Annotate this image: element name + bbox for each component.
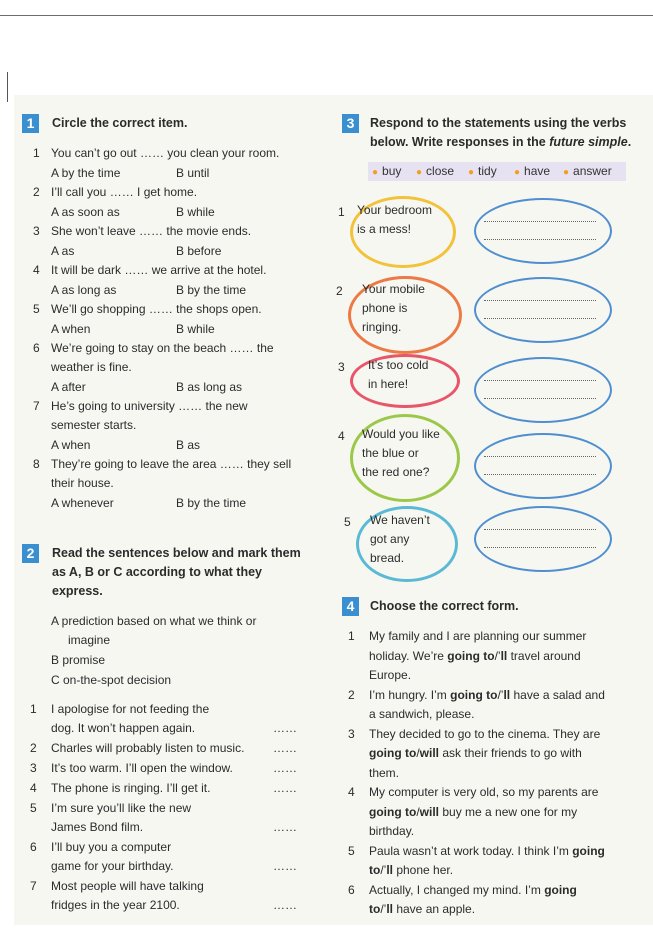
choice-option[interactable]: ll: [386, 902, 393, 916]
choice-option[interactable]: going to: [369, 804, 417, 819]
bubble-text: is a mess!: [357, 222, 412, 236]
item-text: We’ll go shopping …… the shops open.: [51, 302, 262, 316]
title-segment: below. Write responses in the: [370, 135, 550, 149]
response-line[interactable]: [484, 380, 596, 381]
option-definition: A prediction based on what we think or: [51, 614, 257, 628]
item-number: 4: [338, 429, 345, 443]
item-text: I’m sure you’ll like the new: [51, 801, 192, 815]
item-text: They’re going to leave the area …… they sell: [51, 457, 292, 471]
item-number: 1: [30, 702, 37, 716]
option-a[interactable]: A whenever: [51, 495, 114, 510]
item-number: 5: [30, 801, 37, 815]
bullet-icon: ●: [563, 167, 570, 178]
option-a[interactable]: A when: [51, 321, 91, 336]
answer-blank[interactable]: ……: [273, 820, 297, 834]
item-text: [369, 764, 626, 783]
bubble-text: in here!: [368, 377, 409, 391]
item-text: [369, 666, 626, 685]
text-segment: birthday.: [369, 824, 415, 838]
text-segment: phone her.: [393, 863, 454, 877]
response-bubble[interactable]: [474, 506, 612, 572]
answer-blank[interactable]: ……: [273, 898, 297, 912]
exercise-title: Respond to the statements using the verbs: [370, 116, 627, 130]
exercise-number: 2: [22, 544, 39, 563]
item-text: We’re going to stay on the beach …… the: [51, 341, 274, 355]
option-b[interactable]: B by the time: [176, 495, 247, 510]
text-segment: /: [416, 804, 420, 819]
option-definition: B promise: [51, 653, 106, 667]
item-number: 3: [338, 360, 345, 374]
option-a[interactable]: A by the time: [51, 165, 121, 180]
exercise-title-continued: express.: [52, 584, 103, 598]
verb-chip: [416, 162, 454, 182]
exercise-number: 1: [22, 114, 39, 133]
choice-option[interactable]: going to: [450, 687, 498, 702]
bubble-text: the blue or: [362, 446, 419, 460]
item-number: 7: [30, 879, 37, 893]
bullet-icon: ●: [416, 167, 423, 178]
choice-option[interactable]: ll: [503, 687, 511, 702]
option-b[interactable]: B before: [176, 243, 222, 258]
verb-label: buy: [382, 164, 402, 178]
item-text: It’s too warm. I’ll open the window.: [51, 761, 233, 775]
response-line[interactable]: [484, 398, 596, 399]
choice-option[interactable]: ll: [386, 863, 393, 877]
text-segment: /: [416, 746, 420, 760]
verb-label: close: [426, 164, 455, 178]
margin-mark: [7, 72, 8, 102]
exercise-title-continued: [370, 133, 631, 152]
text-segment: buy me a new one for my: [439, 804, 578, 819]
item-number: 5: [33, 302, 40, 316]
item-number: 3: [348, 726, 355, 741]
bubble-text: got any: [370, 532, 410, 546]
response-line[interactable]: [484, 474, 596, 475]
verb-label: tidy: [478, 164, 497, 178]
item-text: I’ll call you …… I get home.: [51, 185, 198, 199]
exercise-number: 3: [342, 114, 359, 133]
item-number: 4: [348, 785, 355, 799]
item-text: [369, 647, 626, 666]
response-line[interactable]: [484, 300, 596, 301]
option-a[interactable]: A after: [51, 379, 86, 394]
bubble-text: ringing.: [362, 320, 402, 334]
item-text: She won’t leave …… the movie ends.: [51, 224, 252, 238]
top-rule: [0, 15, 653, 16]
option-b[interactable]: B until: [176, 165, 210, 180]
item-text: [369, 900, 626, 919]
item-number: 7: [33, 399, 40, 413]
bubble-text: the red one?: [362, 465, 430, 479]
item-text: [369, 725, 626, 744]
item-text: The phone is ringing. I’ll get it.: [51, 781, 211, 795]
item-text: [369, 783, 626, 802]
bubble-text: Would you like: [362, 427, 440, 441]
item-text: [369, 861, 626, 880]
response-line[interactable]: [484, 318, 596, 319]
response-line[interactable]: [484, 456, 596, 457]
item-number: 2: [348, 687, 355, 702]
exercise-title: Choose the correct form.: [370, 599, 519, 613]
item-text: [369, 744, 626, 763]
item-text: I apologise for not feeding the: [51, 702, 210, 716]
bullet-icon: ●: [372, 167, 379, 178]
item-text: [369, 705, 626, 724]
answer-blank[interactable]: ……: [273, 741, 297, 755]
item-number: 8: [33, 457, 40, 471]
item-number: 4: [33, 263, 40, 277]
text-segment: Paula wasn’t at work today. I think I’m: [369, 843, 573, 858]
verb-label: answer: [573, 164, 612, 178]
bubble-text: Your bedroom: [357, 203, 432, 217]
item-number: 6: [33, 341, 40, 355]
text-segment: Europe.: [369, 668, 412, 682]
answer-blank[interactable]: ……: [273, 761, 297, 775]
item-number: 1: [33, 146, 40, 160]
item-text-continued: fridges in the year 2100.: [51, 898, 180, 912]
verb-chip: [514, 162, 550, 182]
choice-option[interactable]: ll: [500, 648, 508, 663]
exercise-title: Read the sentences below and mark them: [52, 546, 301, 560]
option-b[interactable]: B while: [176, 204, 215, 219]
bubble-text: It’s too cold: [368, 358, 429, 372]
choice-option[interactable]: to: [369, 863, 381, 877]
item-number: 5: [348, 843, 355, 858]
item-text: It will be dark …… we arrive at the hotel.: [51, 263, 267, 277]
answer-blank[interactable]: ……: [273, 781, 297, 795]
item-number: 6: [348, 882, 355, 897]
response-line[interactable]: [484, 239, 596, 240]
answer-blank[interactable]: ……: [273, 721, 297, 735]
exercise-title-continued: as A, B or C according to what they: [52, 565, 262, 579]
title-emphasis: future simple: [549, 135, 628, 149]
item-text-continued: semester starts.: [51, 418, 137, 432]
item-number: 2: [336, 284, 343, 298]
bubble-text: We haven’t: [370, 513, 430, 527]
verb-chip: [468, 162, 497, 182]
text-segment: Actually, I changed my mind. I’m: [369, 882, 545, 897]
choice-option[interactable]: going to: [369, 746, 417, 760]
option-b[interactable]: B as long as: [176, 379, 243, 394]
text-segment: ask their friends to go with: [439, 746, 582, 760]
item-number: 5: [344, 515, 351, 529]
item-text: [369, 822, 626, 841]
item-text: I’ll buy you a computer: [51, 840, 172, 854]
item-text: [369, 842, 626, 861]
response-bubble[interactable]: [474, 357, 612, 423]
item-text: Most people will have talking: [51, 879, 204, 893]
answer-blank[interactable]: ……: [273, 859, 297, 873]
exercise-number: 4: [342, 597, 359, 616]
option-definition: C on-the-spot decision: [51, 673, 172, 687]
item-text: Charles will probably listen to music.: [51, 741, 245, 755]
choice-option[interactable]: will: [419, 746, 440, 760]
item-text-continued: weather is fine.: [51, 360, 132, 374]
choice-option[interactable]: will: [419, 804, 440, 819]
option-b[interactable]: B by the time: [176, 282, 247, 297]
response-line[interactable]: [484, 547, 596, 548]
item-text: You can’t go out …… you clean your room.: [51, 146, 280, 160]
item-text: He’s going to university …… the new: [51, 399, 248, 413]
item-number: 2: [30, 741, 37, 755]
text-segment: holiday. We’re: [369, 648, 448, 663]
item-text: [369, 803, 626, 822]
text-segment: travel around: [507, 648, 581, 663]
text-segment: I’m hungry. I’m: [369, 687, 451, 702]
bullet-icon: ●: [468, 167, 475, 178]
item-number: 2: [33, 185, 40, 199]
response-bubble[interactable]: [474, 277, 612, 343]
response-line[interactable]: [484, 221, 596, 222]
text-segment: them.: [369, 765, 400, 780]
text-segment: My family and I are planning our summer: [369, 629, 587, 643]
response-bubble[interactable]: [474, 198, 612, 264]
item-text: [369, 686, 626, 705]
item-number: 6: [30, 840, 37, 854]
item-number: 3: [30, 761, 37, 775]
bullet-icon: ●: [514, 167, 521, 178]
text-segment: /’: [497, 687, 504, 702]
text-segment: /’: [380, 902, 387, 916]
response-bubble[interactable]: [474, 433, 612, 499]
bubble-text: Your mobile: [362, 282, 425, 296]
option-a[interactable]: A as soon as: [51, 204, 120, 219]
exercise-title: Circle the correct item.: [52, 116, 188, 130]
item-text: [369, 627, 626, 646]
choice-option[interactable]: going: [572, 843, 605, 858]
choice-option[interactable]: to: [369, 902, 381, 916]
item-text: [369, 881, 626, 900]
option-definition-continued: imagine: [68, 633, 111, 647]
item-text-continued: game for your birthday.: [51, 859, 174, 873]
item-number: 4: [30, 781, 37, 795]
text-segment: have a salad and: [510, 687, 605, 702]
item-number: 1: [338, 205, 345, 219]
text-segment: My computer is very old, so my parents are: [369, 785, 599, 799]
option-a[interactable]: A as long as: [51, 282, 117, 297]
choice-option[interactable]: going to: [447, 648, 495, 663]
item-number: 3: [33, 224, 40, 238]
response-line[interactable]: [484, 529, 596, 530]
item-text-continued: dog. It won’t happen again.: [51, 721, 196, 735]
option-b[interactable]: B as: [176, 437, 201, 452]
text-segment: /’: [494, 648, 501, 663]
text-segment: They decided to go to the cinema. They are: [369, 726, 601, 741]
text-segment: have an apple.: [393, 902, 476, 916]
item-number: 1: [348, 629, 355, 643]
bubble-text: bread.: [370, 551, 405, 565]
choice-option[interactable]: going: [544, 882, 577, 897]
verb-chip: [563, 162, 612, 182]
bubble-text: phone is: [362, 301, 408, 315]
text-segment: a sandwich, please.: [369, 707, 475, 721]
item-text-continued: James Bond film.: [51, 820, 144, 834]
item-text-continued: their house.: [51, 476, 114, 490]
option-b[interactable]: B while: [176, 321, 215, 336]
title-segment: .: [627, 135, 632, 149]
text-segment: /’: [380, 863, 387, 877]
verb-chip: [372, 162, 401, 182]
option-a[interactable]: A when: [51, 437, 91, 452]
option-a[interactable]: A as: [51, 243, 75, 258]
verb-label: have: [524, 164, 551, 178]
